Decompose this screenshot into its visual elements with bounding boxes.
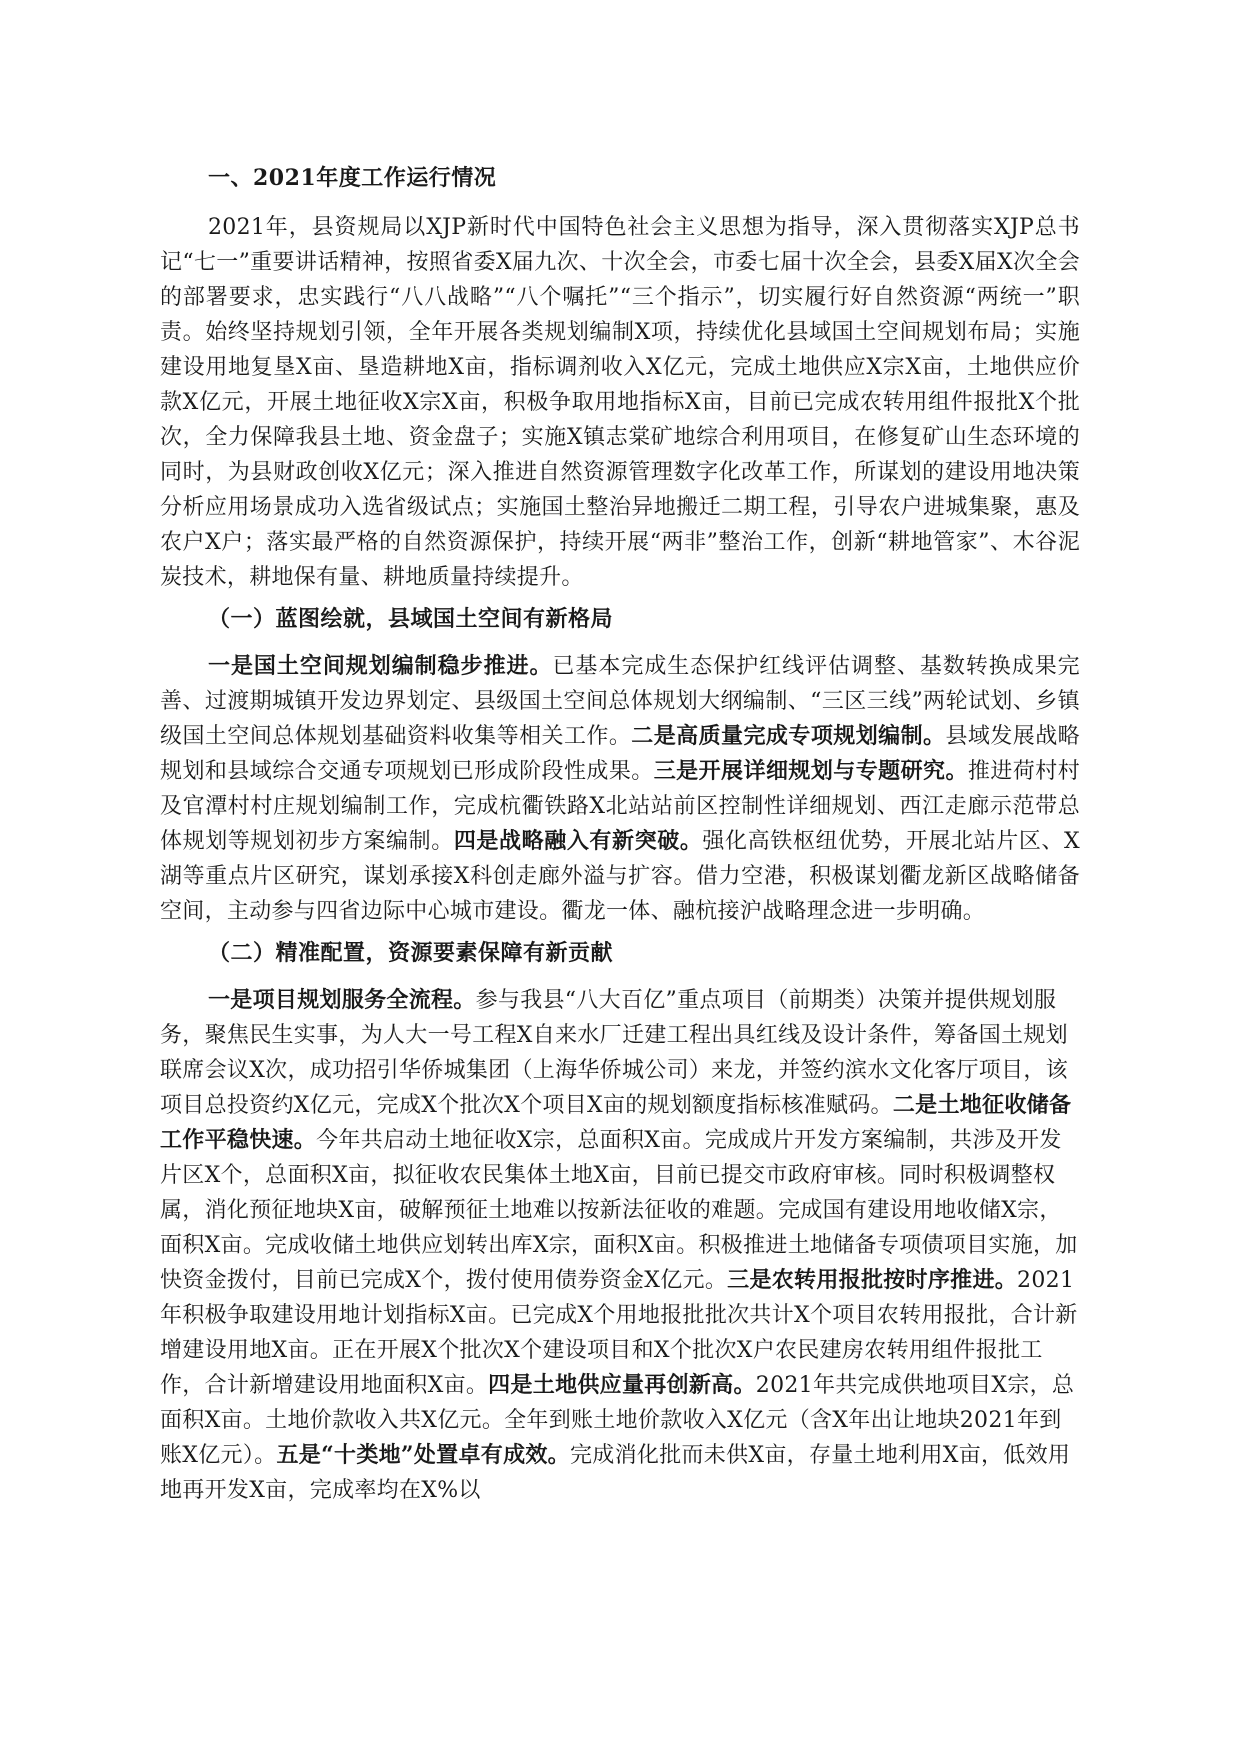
paragraph-text: 2021年积极争取建设用地计划指标X亩。已完成X个用地报批批次共计X个项目农转用报批，合计新增建设用地X亩。正在开展X个批次X个建设项目和X个批次X户农民建房农转用组件报批工作，合计新增建设用地面积X亩。 <box>160 1268 1078 1398</box>
paragraph-text: 完成消化批而未供X亩，存量土地利用X亩，低效用地再开发X亩，完成率均在X%以 <box>160 1443 1071 1503</box>
subsection-heading-blueprint: （一）蓝图绘就，县域国土空间有新格局 <box>208 606 614 632</box>
paragraph-text: 已基本完成生态保护红线评估调整、基数转换成果完善、过渡期城镇开发边界划定、县级国土空间总体规划大纲编制、“三区三线”两轮试划、乡镇级国土空间总体规划基础资料收集等相关工作。 <box>160 654 1080 749</box>
subsection-heading-allocation: （二）精准配置，资源要素保障有新贡献 <box>208 940 614 966</box>
bold-lead: 二是土地征收储备工作平稳快速。 <box>160 1092 1072 1153</box>
paragraph-text: 参与我县“八大百亿”重点项目（前期类）决策并提供规划服务，聚焦民生实事，为人大一号工程X自来水厂迁建工程出具红线及设计条件，筹备国土规划联席会议X次，成功招引华侨城集团（上海华侨城公司）来龙，并签约滨水文化客厅项目，该项目总投资约X亿元，完成X个批次X个项目X亩的规划额度指标核准赋码。 <box>160 988 1068 1118</box>
bold-lead: 五是“十类地”处置卓有成效。 <box>276 1442 570 1468</box>
paragraph-text: 今年共启动土地征收X宗，总面积X亩。完成成片开发方案编制，共涉及开发片区X个，总面积X亩，拟征收农民集体土地X亩，目前已提交市政府审核。同时积极调整权属，消化预征地块X亩，破解预征土地难以按新法征收的难题。完成国有建设用地收储X宗，面积X亩。完成收储土地供应划转出库X宗，面积X亩。积极推进土地储备专项债项目实施，加快资金拨付，目前已完成X个，拨付使用债券资金X亿元。 <box>160 1128 1078 1293</box>
bold-lead: 三是农转用报批按时序推进。 <box>727 1267 1018 1293</box>
intro-paragraph: 2021年，县资规局以XJP新时代中国特色社会主义思想为指导，深入贯彻落实XJP总书记“七一”重要讲话精神，按照省委X届九次、十次全会，市委七届十次全会，县委X届X次全会的部署要求，忠实践行“八八战略”“八个嘱托”“三个指示”，切实履行好自然资源“两统一”职责。始终坚持规划引领，全年开展各类规划编制X项，持续优化县域国土空间规划布局；实施建设用地复垦X亩、垦造耕地X亩，指标调剂收入X亿元，完成土地供应X宗X亩，土地供应价款X亿元，开展土地征收X宗X亩，积极争取用地指标X亩，目前已完成农转用组件报批X个批次，全力保障我县土地、资金盘子；实施X镇志棠矿地综合利用项目，在修复矿山生态环境的同时，为县财政创收X亿元；深入推进自然资源管理数字化改革工作，所谋划的建设用地决策分析应用场景成功入选省级试点；实施国土整治异地搬迁二期工程，引导农户进城集聚，惠及农户X户；落实最严格的自然资源保护，持续开展“两非”整治工作，创新“耕地管家”、木谷泥炭技术，耕地保有量、耕地质量持续提升。 <box>160 215 1080 590</box>
paragraph-text: 强化高铁枢纽优势，开展北站片区、X湖等重点片区研究，谋划承接X科创走廊外溢与扩容。借力空港，积极谋划衢龙新区战略储备空间，主动参与四省边际中心城市建设。衢龙一体、融杭接沪战略理念进一步明确。 <box>160 829 1080 924</box>
paragraph-text: 2021年共完成供地项目X宗，总面积X亩。土地价款收入共X亿元。全年到账土地价款收入X亿元（含X年出让地块2021年到账X亿元）。 <box>160 1373 1075 1468</box>
paragraph-text: 县域发展战略规划和县域综合交通专项规划已形成阶段性成果。 <box>160 724 1080 784</box>
bold-lead: 一是项目规划服务全流程。 <box>208 987 476 1013</box>
bold-lead: 二是高质量完成专项规划编制。 <box>631 723 946 749</box>
document-page <box>160 160 1080 1508</box>
paragraph-resource-allocation <box>160 983 1080 1508</box>
paragraph-text: 推进荷村村及官潭村村庄规划编制工作，完成杭衢铁路X北站站前区控制性详细规划、西江走廊示范带总体规划等规划初步方案编制。 <box>160 759 1080 854</box>
bold-lead: 一是国土空间规划编制稳步推进。 <box>208 653 553 679</box>
bold-lead: 三是开展详细规划与专题研究。 <box>653 758 968 784</box>
section-heading: 一、2021年度工作运行情况 <box>208 165 497 191</box>
bold-lead: 四是战略融入有新突破。 <box>453 828 703 854</box>
paragraph-spatial-planning <box>160 649 1080 929</box>
bold-lead: 四是土地供应量再创新高。 <box>488 1372 756 1398</box>
